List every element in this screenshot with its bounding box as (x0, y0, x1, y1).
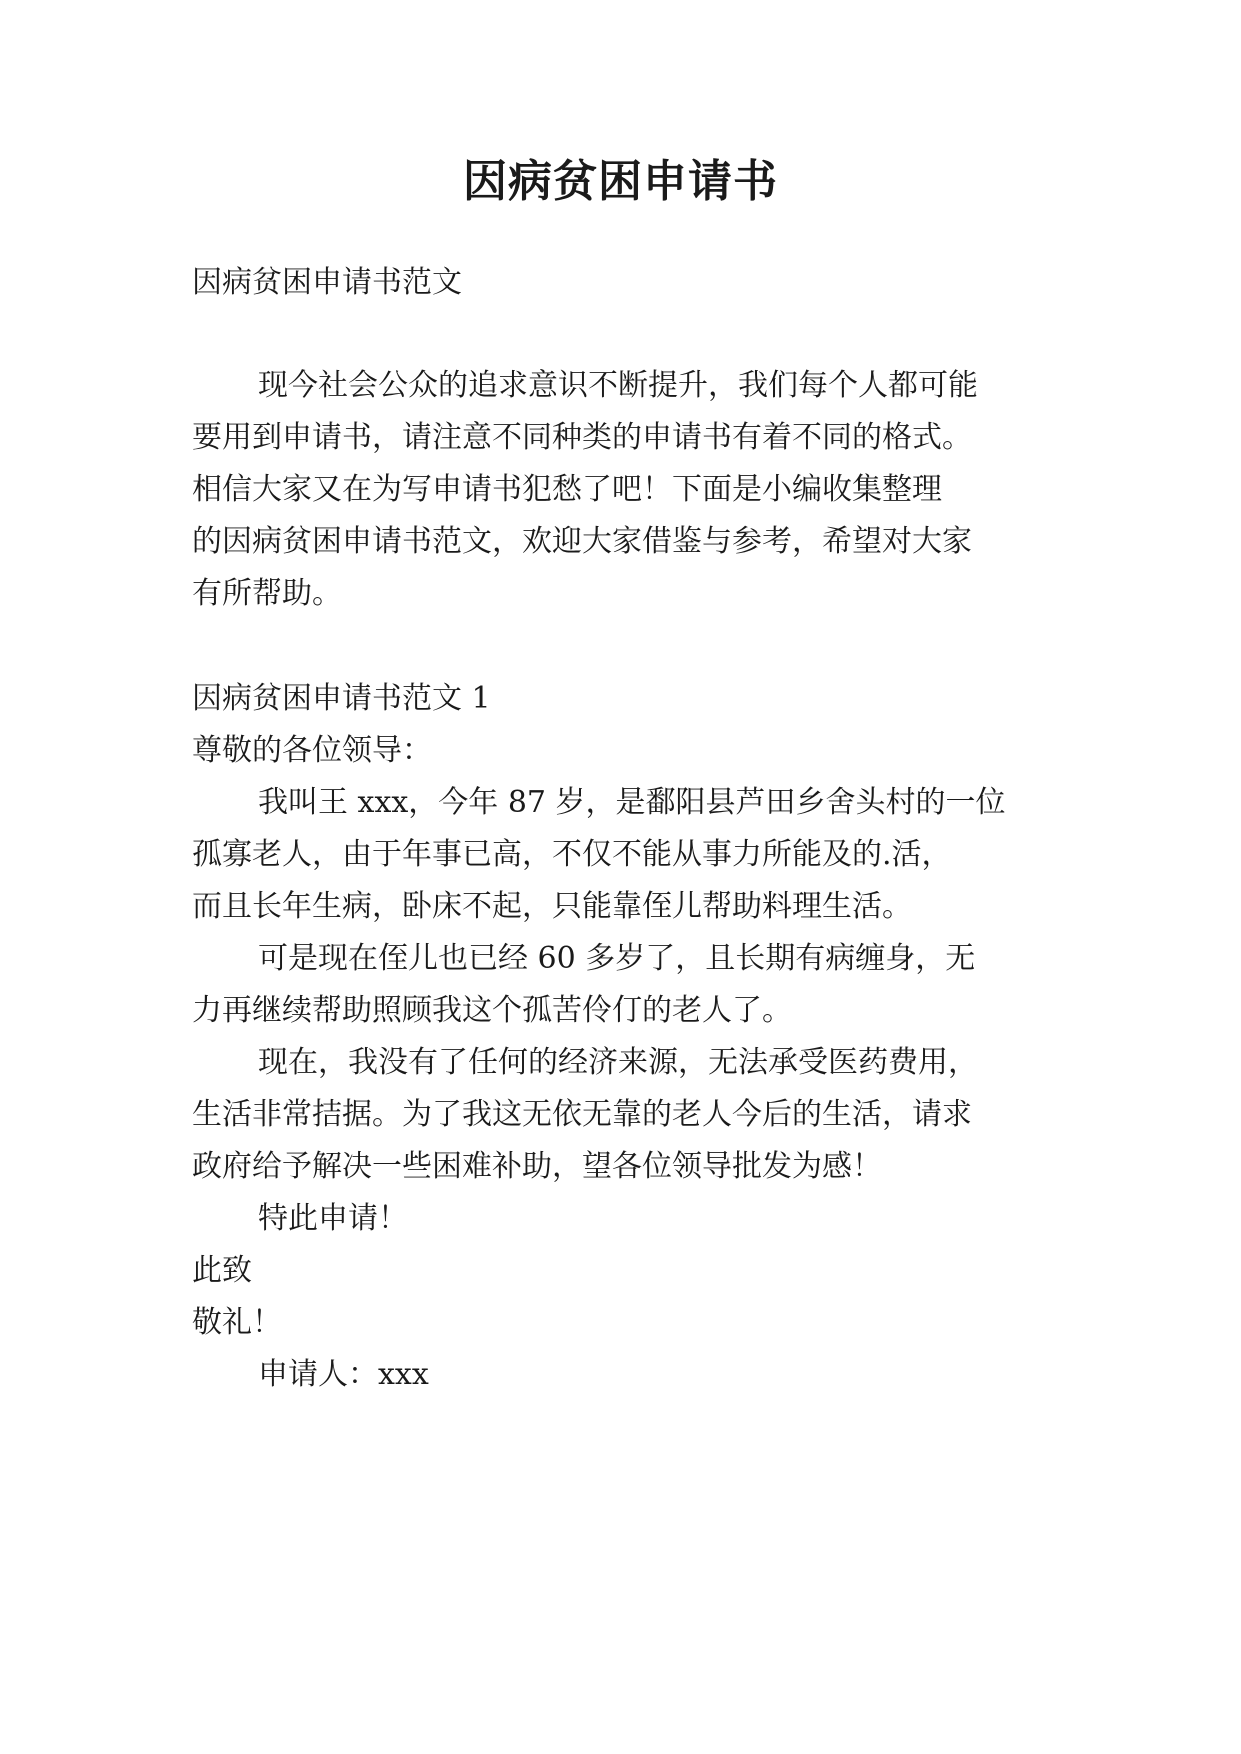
paragraph-line: 而且长年生病，卧床不起，只能靠侄儿帮助料理生活。 (192, 889, 912, 924)
document-title: 因病贫困申请书 (463, 156, 778, 207)
intro-line: 的因病贫困申请书范文，欢迎大家借鉴与参考，希望对大家 (192, 524, 972, 559)
signature-line: 申请人：xxx (258, 1357, 429, 1392)
regards-line: 此致 (192, 1253, 252, 1288)
regards-line: 敬礼！ (192, 1305, 282, 1340)
subtitle: 因病贫困申请书范文 (192, 265, 462, 300)
paragraph-line: 政府给予解决一些困难补助，望各位领导批发为感！ (192, 1149, 882, 1184)
paragraph-line: 生活非常拮据。为了我这无依无靠的老人今后的生活，请求 (192, 1097, 972, 1132)
intro-line: 现今社会公众的追求意识不断提升，我们每个人都可能 (258, 368, 978, 403)
intro-line: 相信大家又在为写申请书犯愁了吧！下面是小编收集整理 (192, 472, 942, 507)
intro-line: 要用到申请书，请注意不同种类的申请书有着不同的格式。 (192, 420, 972, 455)
paragraph-line: 我叫王 xxx，今年 87 岁，是鄱阳县芦田乡舍头村的一位 (258, 785, 1006, 820)
paragraph-line: 力再继续帮助照顾我这个孤苦伶仃的老人了。 (192, 993, 792, 1028)
paragraph-line: 现在，我没有了任何的经济来源，无法承受医药费用， (258, 1045, 978, 1080)
paragraph-line: 可是现在侄儿也已经 60 多岁了，且长期有病缠身，无 (258, 941, 976, 976)
salutation: 尊敬的各位领导： (192, 733, 432, 768)
paragraph-line: 孤寡老人，由于年事已高，不仅不能从事力所能及的.活， (192, 837, 952, 872)
intro-line: 有所帮助。 (192, 576, 342, 611)
sample-heading: 因病贫困申请书范文 1 (192, 681, 491, 716)
closing-line: 特此申请！ (258, 1201, 408, 1236)
